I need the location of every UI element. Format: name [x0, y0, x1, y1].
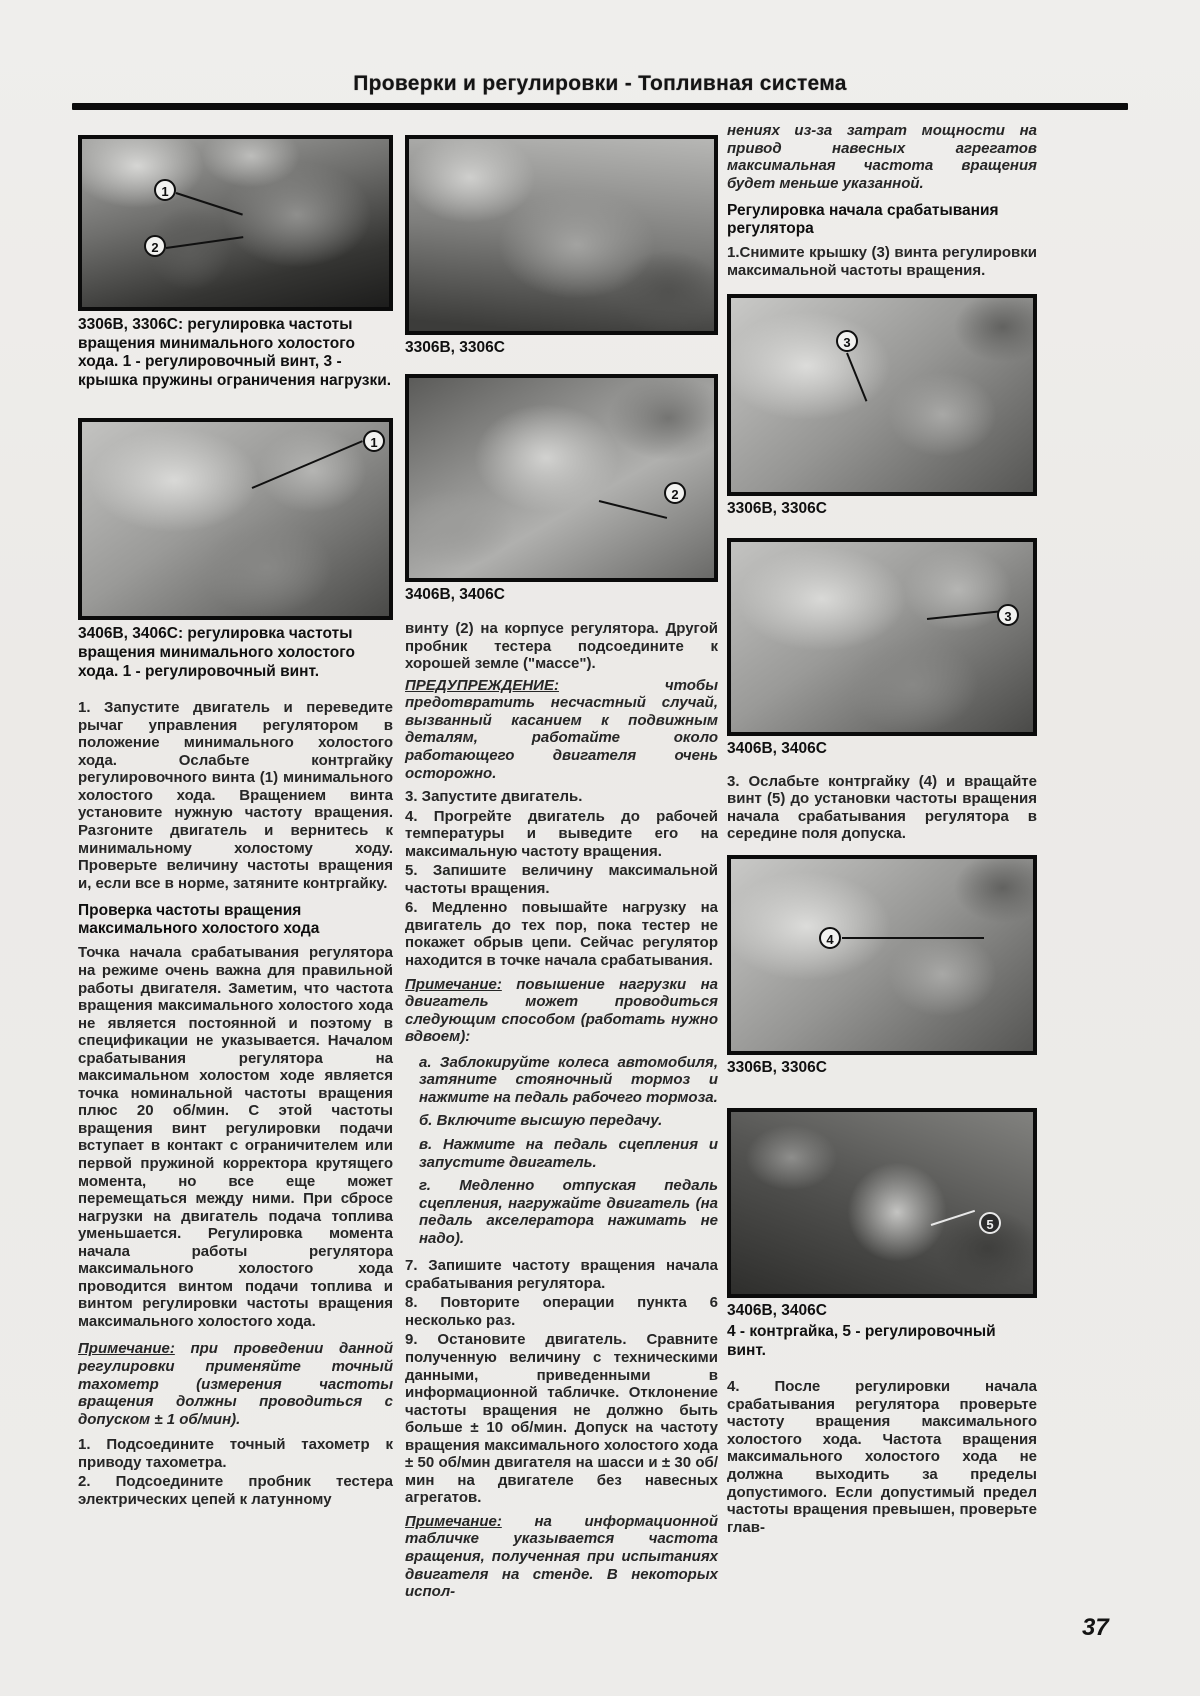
callout-2: 2 [664, 482, 686, 504]
callout-3: 3 [836, 330, 858, 352]
column-right [727, 122, 1037, 1546]
callout-line [927, 611, 999, 621]
procedure-step: 7. Запишите частоту вращения начала срабатывания регулятора. [405, 1257, 718, 1292]
note-paragraph [405, 1513, 718, 1601]
callout-line [931, 1209, 975, 1225]
procedure-step: 6. Медленно повышайте нагрузку на двигатель до тех пор, пока тестер не покажет обрыв цепи. Сейчас регулятор находится в точке начала срабатывания. [405, 899, 718, 970]
substep-a: а. Заблокируйте колеса автомобиля, затяните стояночный тормоз и нажмите на педаль рабочего тормоза. [419, 1053, 718, 1106]
callout-line [842, 937, 984, 939]
photo-caption: 3406В, 3406С [405, 585, 505, 603]
callout-5: 5 [979, 1212, 1001, 1234]
engine-photo-3406-cover [727, 538, 1037, 736]
substep-b: б. Включите высшую передачу. [419, 1112, 663, 1130]
callout-line [176, 192, 243, 216]
engine-photo-3306-idle [78, 135, 393, 311]
warning-paragraph [405, 677, 718, 782]
photo-caption: 3406В, 3406С: регулировка частоты вращения минимального холостого хода. 1 - регулировочный винт. [78, 625, 355, 680]
procedure-step: 1.Снимите крышку (3) винта регулировки максимальной частоты вращения. [727, 244, 1037, 279]
engine-photo-3406-screw [727, 1108, 1037, 1298]
photo-caption: 3306В, 3306С [727, 1058, 827, 1076]
callout-1: 1 [154, 179, 176, 201]
page-number: 37 [1082, 1614, 1109, 1641]
body-paragraph: винту (2) на корпусе регулятора. Другой пробник тестера подсоедините к хорошей земле ("массе"). [405, 620, 718, 673]
procedure-step: 5. Запишите величину максимальной частоты вращения. [405, 862, 718, 897]
callout-line [252, 441, 363, 490]
callout-line [166, 236, 244, 249]
body-paragraph: нениях из-за затрат мощности на привод навесных агрегатов максимальная частота вращения будет меньше указанной. [727, 122, 1037, 192]
page-title: Проверки и регулировки - Топливная система [353, 72, 847, 95]
engine-photo-3306-locknut [727, 855, 1037, 1055]
procedure-step: 8. Повторите операции пункта 6 несколько раз. [405, 1294, 718, 1329]
procedure-step: 1. Подсоедините точный тахометр к приводу тахометра. [78, 1436, 393, 1471]
procedure-step: 4. После регулировки начала срабатывания регулятора проверьте частоту вращения максимального холостого хода. Частота вращения максимального холостого хода не должна выходить за пределы допустимого. Если допустимый предел частоты вращения превышен, проверьте глав- [727, 1378, 1037, 1536]
procedure-step: 3. Ослабьте контргайку (4) и вращайте винт (5) до установки частоты вращения начала срабатывания регулятора в середине поля допуска. [727, 772, 1037, 843]
note-label: Примечание: [78, 1340, 175, 1358]
photo-caption: 3306В, 3306С [405, 339, 505, 356]
photo-caption: 3306В, 3306С [727, 499, 827, 517]
section-heading: Проверка частоты вращения максимального холостого хода [78, 902, 320, 938]
procedure-step: 9. Остановите двигатель. Сравните полученную величину с техническими данными, приведенными в информационной табличке. Отклонение частоты вращения не должно быть больше ± 10 об/мин. Допуск на частоту вращения максимального холостого хода ± 50 об/мин двигателя на шасси и ± 30 об/мин на двигателе без навесных агрегатов. [405, 1331, 718, 1507]
note-label: Примечание: [405, 975, 502, 993]
callout-line [599, 500, 667, 519]
engine-photo-3306 [405, 135, 718, 335]
column-middle [405, 135, 718, 1609]
procedure-step: 3. Запустите двигатель. [405, 788, 583, 806]
engine-photo-3406 [405, 374, 718, 582]
procedure-step: 2. Подсоедините пробник тестера электрических цепей к латунному [78, 1473, 393, 1508]
callout-line [846, 352, 867, 401]
engine-photo-3406-idle [78, 418, 393, 620]
note-paragraph [78, 1340, 393, 1428]
note-text: при проведении данной регулировки применяйте точный тахометр (измерения частоты вращения должны проводиться с допуском ± 1 об/мин). [78, 1340, 393, 1428]
callout-1: 1 [363, 430, 385, 452]
header-rule [72, 103, 1128, 110]
substep-v: в. Нажмите на педаль сцепления и запустите двигатель. [419, 1135, 718, 1171]
callout-3: 3 [997, 604, 1019, 626]
procedure-step: 4. Прогрейте двигатель до рабочей температуры и выведите его на максимальную частоту вращения. [405, 807, 718, 860]
note-text: повышение нагрузки на двигатель может проводиться следующим способом (работать нужно вдвоем): [405, 975, 718, 1046]
column-left [78, 135, 393, 1518]
procedure-step: 1. Запустите двигатель и переведите рычаг управления регулятором в положение минимального холостого хода. Ослабьте контргайку регулировочного винта (1) минимального холостого хода. Вращением винта установите нужную частоту вращения. Разгоните двигатель и вернитесь к минимальному холостому ходу. Проверьте величину частоты вращения и, если все в норме, затяните контргайку. [78, 699, 393, 892]
callout-2: 2 [144, 235, 166, 257]
photo-caption: 3306В, 3306С: регулировка частоты вращения минимального холостого хода. 1 - регулировочный винт, 3 - крышка пружины ограничения нагрузки. [78, 316, 392, 389]
body-paragraph: Точка начала срабатывания регулятора на режиме очень важна для правильной работы двигателя. Заметим, что частота вращения максимального холостого хода не является постоянной и поэтому в спецификации не указывается. Началом срабатывания регулятора на максимальном холостом ходе является точка номинальной частоты вращения плюс 20 об/мин. С этой частоты вращения винт регулировки подачи вступает в контакт с ограничителем или первой пружиной корректора крутящего момента, но все еще может перемещаться между ними. При сбросе нагрузки на двигатель подача топлива уменьшается. Регулировка момента начала работы регулятора максимального холостого хода проводится винтом подачи топлива и винтом регулировки частоты вращения максимального холостого хода. [78, 944, 393, 1330]
callout-4: 4 [819, 927, 841, 949]
photo-caption-legend: 4 - контргайка, 5 - регулировочный винт. [727, 1323, 996, 1359]
section-heading: Регулировка начала срабатывания регулятора [727, 202, 999, 238]
substep-g: г. Медленно отпуская педаль сцепления, нагружайте двигатель (на педаль акселератора нажимать не надо). [419, 1177, 718, 1247]
engine-photo-3306-cover [727, 294, 1037, 496]
warning-text: чтобы предотвратить несчастный случай, вызванный касанием к подвижным деталям, работайте около работающего двигателя очень осторожно. [405, 676, 718, 782]
note-text: на информационной табличке указывается частота вращения, полученная при испытаниях двигателя на стенде. В некоторых испол- [405, 1512, 718, 1601]
note-label: Примечание: [405, 1512, 502, 1530]
photo-caption: 3406В, 3406С [727, 1301, 827, 1319]
photo-caption: 3406В, 3406С [727, 740, 827, 758]
note-paragraph [405, 976, 718, 1046]
warning-label: ПРЕДУПРЕЖДЕНИЕ: [405, 676, 559, 694]
